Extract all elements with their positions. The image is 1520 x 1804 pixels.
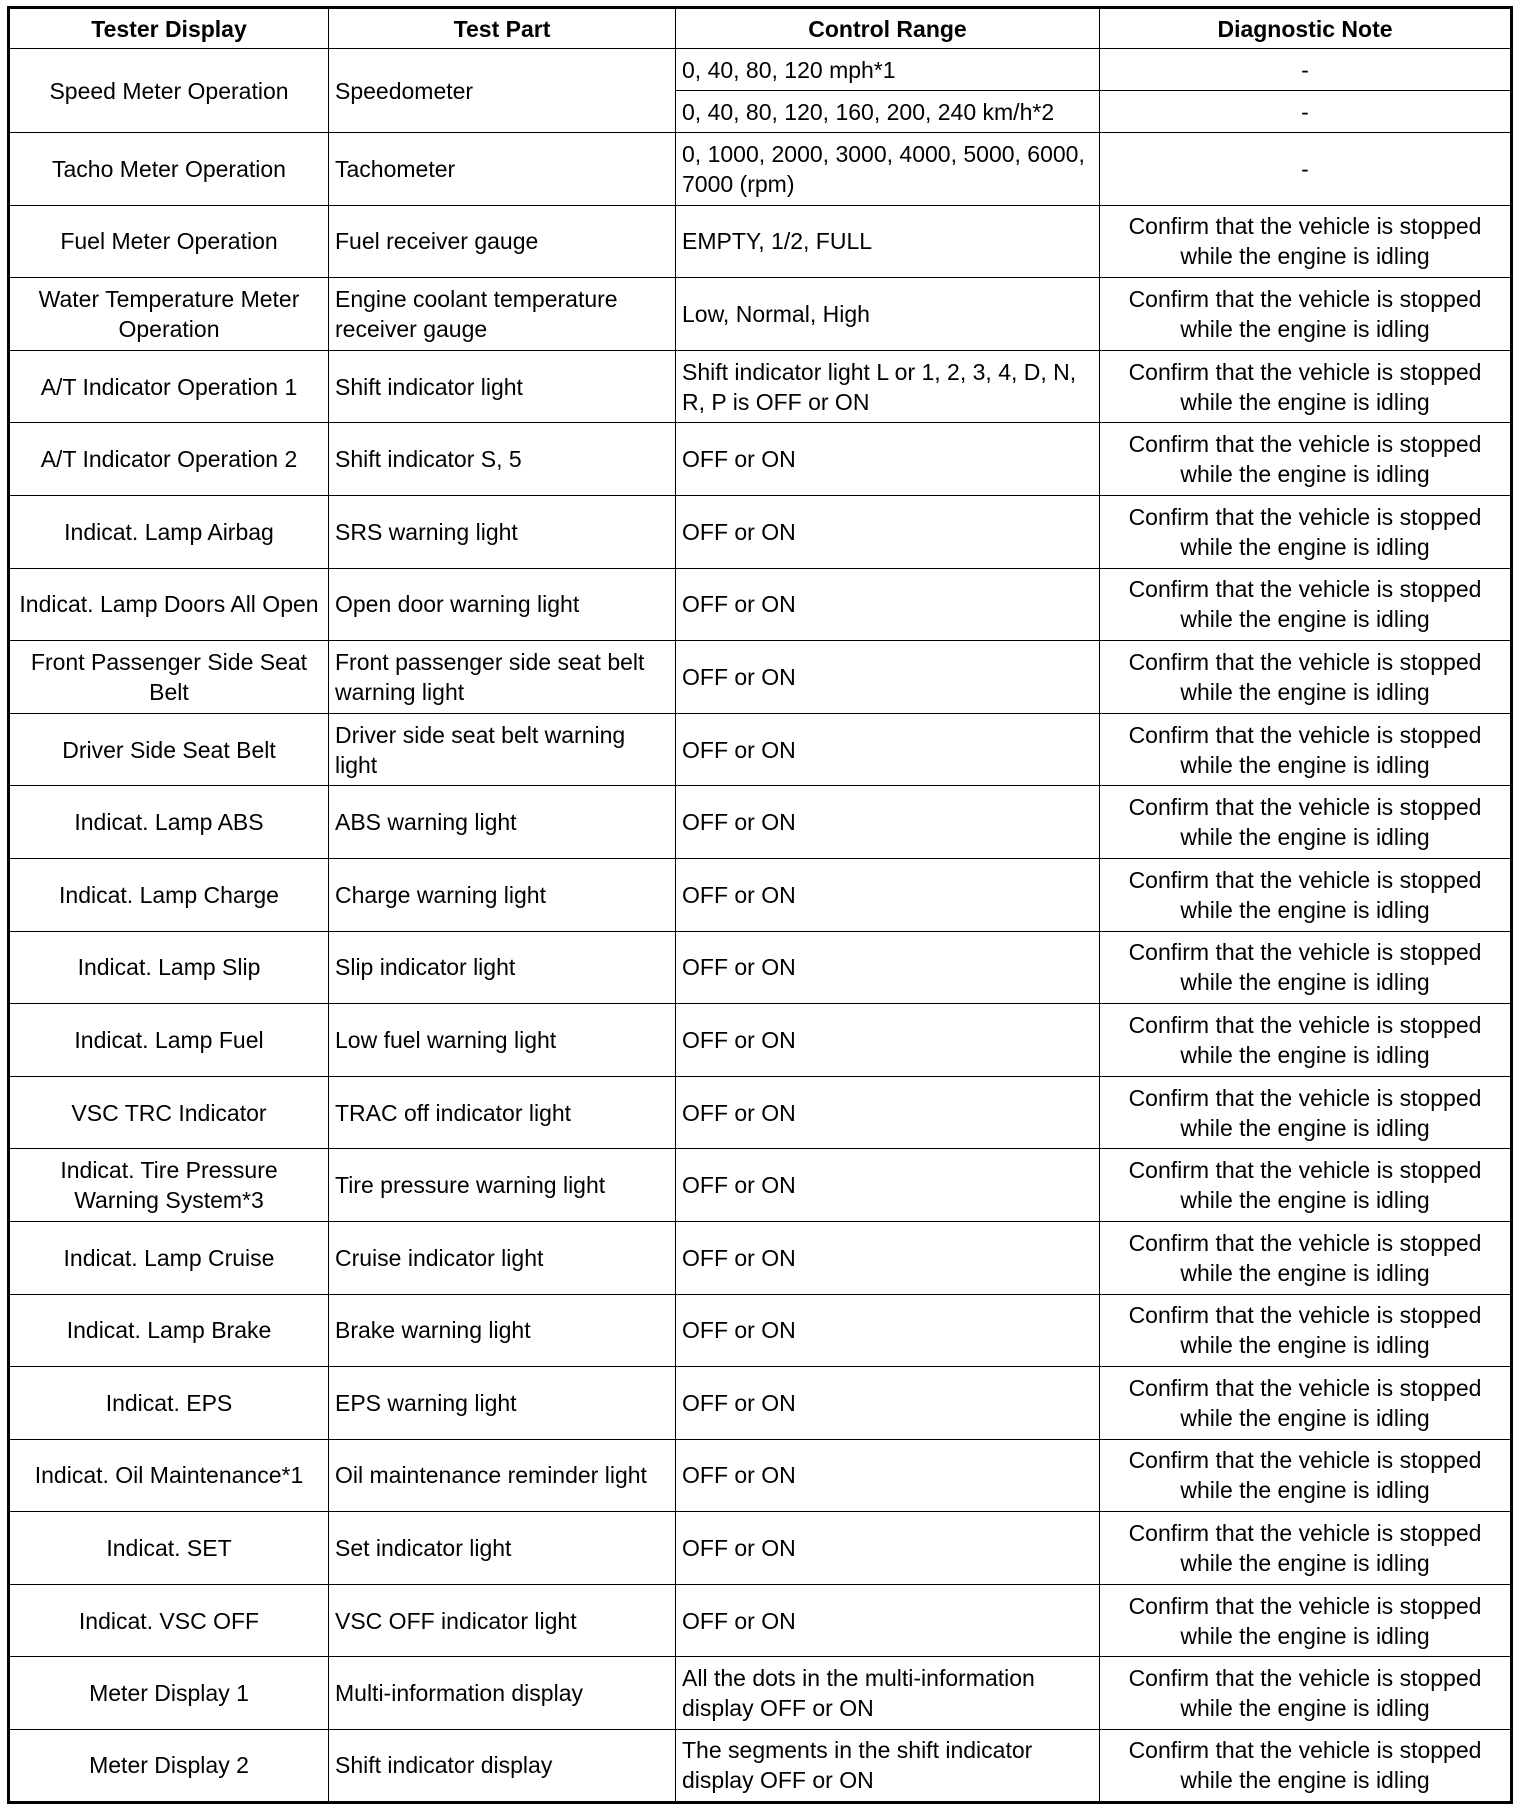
test-part-cell: Low fuel warning light xyxy=(329,1004,676,1077)
active-test-table xyxy=(7,6,1513,1804)
test-part-cell: Shift indicator S, 5 xyxy=(329,423,676,496)
header-diagnostic-note: Diagnostic Note xyxy=(1100,8,1512,49)
diagnostic-note-cell: Confirm that the vehicle is stopped while the engine is idling xyxy=(1100,931,1512,1004)
tester-display-cell: Indicat. Lamp Doors All Open xyxy=(9,568,329,641)
test-part-cell: EPS warning light xyxy=(329,1367,676,1440)
table-row xyxy=(9,568,1512,641)
control-range-cell: 0, 40, 80, 120, 160, 200, 240 km/h*2 xyxy=(676,91,1100,133)
test-part-cell: Speedometer xyxy=(329,49,676,133)
table-row xyxy=(9,1512,1512,1585)
diagnostic-note-cell: Confirm that the vehicle is stopped while the engine is idling xyxy=(1100,786,1512,859)
test-part-cell: Tachometer xyxy=(329,133,676,206)
table-row xyxy=(9,49,1512,91)
diagnostic-note-cell: Confirm that the vehicle is stopped while the engine is idling xyxy=(1100,1294,1512,1367)
table-row xyxy=(9,350,1512,423)
tester-display-cell: Speed Meter Operation xyxy=(9,49,329,133)
control-range-cell: Low, Normal, High xyxy=(676,278,1100,351)
test-part-cell: Slip indicator light xyxy=(329,931,676,1004)
diagnostic-note-cell: Confirm that the vehicle is stopped while the engine is idling xyxy=(1100,641,1512,714)
header-control-range: Control Range xyxy=(676,8,1100,49)
tester-display-cell: Indicat. VSC OFF xyxy=(9,1584,329,1657)
table-row xyxy=(9,1730,1512,1803)
table-row xyxy=(9,641,1512,714)
diagnostic-note-cell: Confirm that the vehicle is stopped while the engine is idling xyxy=(1100,495,1512,568)
control-range-cell: The segments in the shift indicator display OFF or ON xyxy=(676,1730,1100,1803)
test-part-cell: Front passenger side seat belt warning light xyxy=(329,641,676,714)
test-part-cell: VSC OFF indicator light xyxy=(329,1584,676,1657)
tester-display-cell: Meter Display 1 xyxy=(9,1657,329,1730)
diagnostic-note-cell: - xyxy=(1100,91,1512,133)
diagnostic-note-cell: - xyxy=(1100,49,1512,91)
diagnostic-note-cell: Confirm that the vehicle is stopped while the engine is idling xyxy=(1100,1730,1512,1803)
table-row xyxy=(9,786,1512,859)
diagnostic-note-cell: Confirm that the vehicle is stopped while the engine is idling xyxy=(1100,1584,1512,1657)
table-row xyxy=(9,1004,1512,1077)
table-row xyxy=(9,423,1512,496)
test-part-cell: Tire pressure warning light xyxy=(329,1149,676,1222)
tester-display-cell: Fuel Meter Operation xyxy=(9,205,329,278)
tester-display-cell: Indicat. EPS xyxy=(9,1367,329,1440)
table-row xyxy=(9,1367,1512,1440)
table-row xyxy=(9,858,1512,931)
control-range-cell: OFF or ON xyxy=(676,713,1100,786)
diagnostic-note-cell: Confirm that the vehicle is stopped while the engine is idling xyxy=(1100,423,1512,496)
test-part-cell: Charge warning light xyxy=(329,858,676,931)
table-row xyxy=(9,1657,1512,1730)
diagnostic-note-cell: Confirm that the vehicle is stopped while the engine is idling xyxy=(1100,350,1512,423)
table-row xyxy=(9,713,1512,786)
header-tester-display: Tester Display xyxy=(9,8,329,49)
tester-display-cell: A/T Indicator Operation 1 xyxy=(9,350,329,423)
diagnostic-note-cell: Confirm that the vehicle is stopped while the engine is idling xyxy=(1100,858,1512,931)
control-range-cell: OFF or ON xyxy=(676,1439,1100,1512)
test-part-cell: Oil maintenance reminder light xyxy=(329,1439,676,1512)
test-part-cell: SRS warning light xyxy=(329,495,676,568)
tester-display-cell: Indicat. Tire Pressure Warning System*3 xyxy=(9,1149,329,1222)
control-range-cell: OFF or ON xyxy=(676,423,1100,496)
tester-display-cell: Meter Display 2 xyxy=(9,1730,329,1803)
control-range-cell: Shift indicator light L or 1, 2, 3, 4, D, N, R, P is OFF or ON xyxy=(676,350,1100,423)
test-part-cell: Engine coolant temperature receiver gauge xyxy=(329,278,676,351)
control-range-cell: OFF or ON xyxy=(676,1221,1100,1294)
diagnostic-note-cell: Confirm that the vehicle is stopped while the engine is idling xyxy=(1100,205,1512,278)
control-range-cell: OFF or ON xyxy=(676,1512,1100,1585)
test-part-cell: Driver side seat belt warning light xyxy=(329,713,676,786)
table-row xyxy=(9,133,1512,206)
diagnostic-note-cell: - xyxy=(1100,133,1512,206)
diagnostic-note-cell: Confirm that the vehicle is stopped while the engine is idling xyxy=(1100,568,1512,641)
table-row xyxy=(9,1439,1512,1512)
tester-display-cell: Indicat. Lamp Brake xyxy=(9,1294,329,1367)
header-row xyxy=(9,8,1512,49)
table-row xyxy=(9,1076,1512,1149)
control-range-cell: All the dots in the multi-information display OFF or ON xyxy=(676,1657,1100,1730)
tester-display-cell: Indicat. Lamp ABS xyxy=(9,786,329,859)
control-range-cell: OFF or ON xyxy=(676,1367,1100,1440)
test-part-cell: Shift indicator light xyxy=(329,350,676,423)
tester-display-cell: Tacho Meter Operation xyxy=(9,133,329,206)
tester-display-cell: Front Passenger Side Seat Belt xyxy=(9,641,329,714)
header-test-part: Test Part xyxy=(329,8,676,49)
table-row xyxy=(9,278,1512,351)
tester-display-cell: A/T Indicator Operation 2 xyxy=(9,423,329,496)
diagnostic-note-cell: Confirm that the vehicle is stopped while the engine is idling xyxy=(1100,1149,1512,1222)
diagnostic-note-cell: Confirm that the vehicle is stopped while the engine is idling xyxy=(1100,1004,1512,1077)
test-part-cell: Set indicator light xyxy=(329,1512,676,1585)
test-part-cell: Brake warning light xyxy=(329,1294,676,1367)
control-range-cell: OFF or ON xyxy=(676,1584,1100,1657)
tester-display-cell: Indicat. Lamp Fuel xyxy=(9,1004,329,1077)
table-row xyxy=(9,931,1512,1004)
test-part-cell: Multi-information display xyxy=(329,1657,676,1730)
tester-display-cell: Indicat. Oil Maintenance*1 xyxy=(9,1439,329,1512)
table-row xyxy=(9,1149,1512,1222)
control-range-cell: OFF or ON xyxy=(676,786,1100,859)
control-range-cell: 0, 40, 80, 120 mph*1 xyxy=(676,49,1100,91)
tester-display-cell: Indicat. Lamp Cruise xyxy=(9,1221,329,1294)
tester-display-cell: Driver Side Seat Belt xyxy=(9,713,329,786)
tester-display-cell: Indicat. SET xyxy=(9,1512,329,1585)
test-part-cell: ABS warning light xyxy=(329,786,676,859)
diagnostic-note-cell: Confirm that the vehicle is stopped while the engine is idling xyxy=(1100,1657,1512,1730)
test-part-cell: Cruise indicator light xyxy=(329,1221,676,1294)
table-row xyxy=(9,1584,1512,1657)
table-row xyxy=(9,1294,1512,1367)
tester-display-cell: Indicat. Lamp Slip xyxy=(9,931,329,1004)
diagnostic-note-cell: Confirm that the vehicle is stopped while the engine is idling xyxy=(1100,1512,1512,1585)
diagnostic-note-cell: Confirm that the vehicle is stopped while the engine is idling xyxy=(1100,1076,1512,1149)
control-range-cell: OFF or ON xyxy=(676,568,1100,641)
test-part-cell: Open door warning light xyxy=(329,568,676,641)
control-range-cell: EMPTY, 1/2, FULL xyxy=(676,205,1100,278)
tester-display-cell: Indicat. Lamp Airbag xyxy=(9,495,329,568)
table-row xyxy=(9,495,1512,568)
diagnostic-note-cell: Confirm that the vehicle is stopped while the engine is idling xyxy=(1100,278,1512,351)
control-range-cell: OFF or ON xyxy=(676,1076,1100,1149)
tester-display-cell: VSC TRC Indicator xyxy=(9,1076,329,1149)
control-range-cell: OFF or ON xyxy=(676,641,1100,714)
tester-display-cell: Water Temperature Meter Operation xyxy=(9,278,329,351)
test-part-cell: TRAC off indicator light xyxy=(329,1076,676,1149)
table-row xyxy=(9,1221,1512,1294)
test-part-cell: Fuel receiver gauge xyxy=(329,205,676,278)
control-range-cell: OFF or ON xyxy=(676,858,1100,931)
diagnostic-note-cell: Confirm that the vehicle is stopped while the engine is idling xyxy=(1100,1367,1512,1440)
table-row xyxy=(9,205,1512,278)
diagnostic-note-cell: Confirm that the vehicle is stopped while the engine is idling xyxy=(1100,713,1512,786)
control-range-cell: OFF or ON xyxy=(676,1149,1100,1222)
diagnostic-note-cell: Confirm that the vehicle is stopped while the engine is idling xyxy=(1100,1439,1512,1512)
control-range-cell: OFF or ON xyxy=(676,495,1100,568)
control-range-cell: OFF or ON xyxy=(676,1004,1100,1077)
diagnostic-note-cell: Confirm that the vehicle is stopped while the engine is idling xyxy=(1100,1221,1512,1294)
tester-display-cell: Indicat. Lamp Charge xyxy=(9,858,329,931)
control-range-cell: OFF or ON xyxy=(676,1294,1100,1367)
control-range-cell: 0, 1000, 2000, 3000, 4000, 5000, 6000, 7000 (rpm) xyxy=(676,133,1100,206)
control-range-cell: OFF or ON xyxy=(676,931,1100,1004)
test-part-cell: Shift indicator display xyxy=(329,1730,676,1803)
